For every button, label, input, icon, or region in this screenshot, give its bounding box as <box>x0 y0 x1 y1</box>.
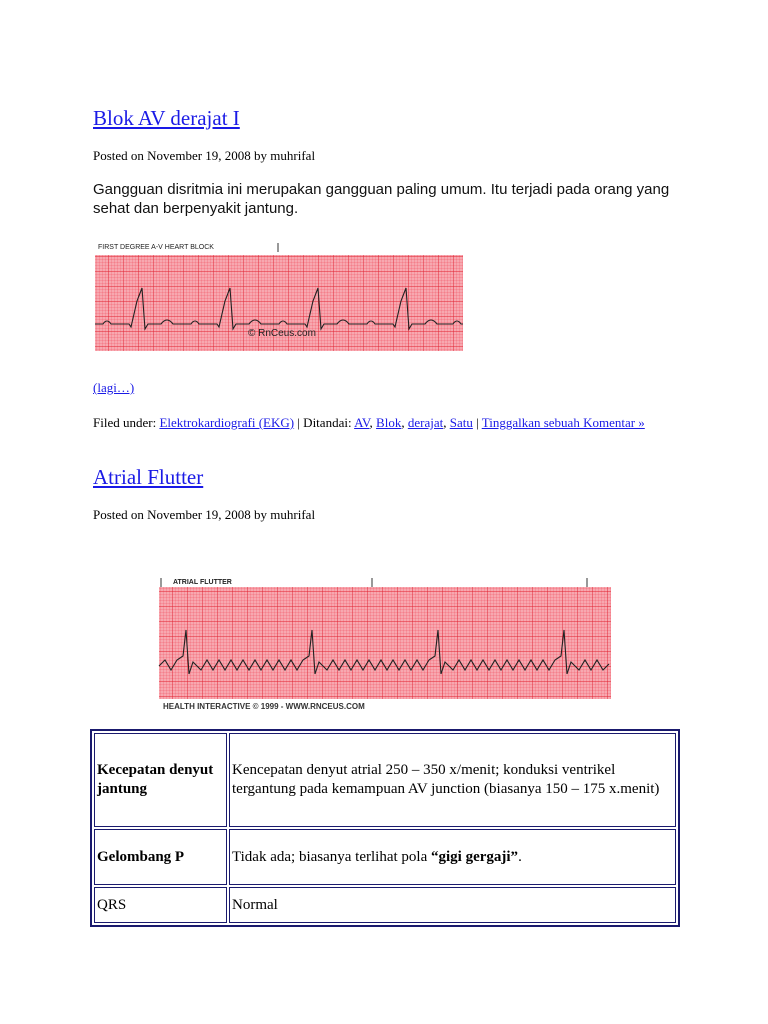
tag-link-satu[interactable]: Satu <box>449 415 473 430</box>
post-title-2[interactable] <box>93 465 203 490</box>
post-body-1: Gangguan disritmia ini merupakan gangguan paling umum. Itu terjadi pada orang yang sehat dan berpenyakit jantung. <box>93 181 670 217</box>
post-title-link-2[interactable]: Atrial Flutter <box>93 465 204 489</box>
table-row <box>94 829 676 885</box>
p-wave-period: . <box>518 848 522 865</box>
table-row <box>94 887 676 923</box>
read-more-row <box>93 380 134 396</box>
category-link-ekg[interactable]: Elektrokardiografi (EKG) <box>159 415 295 430</box>
ecg-label-1: FIRST DEGREE A-V HEART BLOCK <box>98 244 214 251</box>
post-meta-1: Posted on November 19, 2008 by muhrifal <box>93 148 316 163</box>
ecg-credit-1: © RnCeus.com <box>248 328 316 339</box>
read-more-link[interactable]: (lagi…) <box>93 380 135 395</box>
ecg-label-2: ATRIAL FLUTTER <box>173 579 232 586</box>
row-value-heart-rate: Kencepatan denyut atrial 250 – 350 x/menit; konduksi ventrikel tergantung pada kemampuan AV junction (biasanya 150 – 175 x.menit) <box>229 733 676 827</box>
row-value-p-wave <box>229 829 676 885</box>
ecg-grid-2 <box>159 587 611 699</box>
p-wave-bold-text: “gigi gergaji” <box>430 848 519 865</box>
p-wave-text: Tidak ada; biasanya terlihat pola <box>232 848 431 865</box>
ecg-criteria-table <box>90 729 680 927</box>
post-title-1[interactable] <box>93 106 240 131</box>
leave-comment-link[interactable]: Tinggalkan sebuah Komentar » <box>481 415 645 430</box>
tag-link-av[interactable]: AV <box>354 415 370 430</box>
tag-link-derajat[interactable]: derajat <box>407 415 444 430</box>
ecg-figure-atrial-flutter <box>157 576 615 712</box>
post-title-link-1[interactable]: Blok AV derajat I <box>93 106 240 130</box>
tag-link-blok[interactable]: Blok <box>376 415 402 430</box>
row-header-p-wave: Gelombang P <box>94 829 227 885</box>
post-filed-1: Filed under: Elektrokardiografi (EKG) | Ditandai: AV, Blok, derajat, Satu | Tinggalkan sebuah Komentar » <box>93 415 645 430</box>
filed-separator: | <box>476 415 479 430</box>
ecg-footer-2: HEALTH INTERACTIVE © 1999 - WWW.RNCEUS.COM <box>163 702 365 711</box>
row-value-qrs: Normal <box>229 887 676 923</box>
table-row <box>94 733 676 827</box>
filed-under-label: Filed under: <box>93 415 157 430</box>
ecg-figure-first-degree-av-block <box>93 241 465 353</box>
row-header-heart-rate: Kecepatan denyut jantung <box>94 733 227 827</box>
post-meta-2: Posted on November 19, 2008 by muhrifal <box>93 507 316 522</box>
row-header-qrs: QRS <box>94 887 227 923</box>
tags-label: | Ditandai: <box>297 415 352 430</box>
